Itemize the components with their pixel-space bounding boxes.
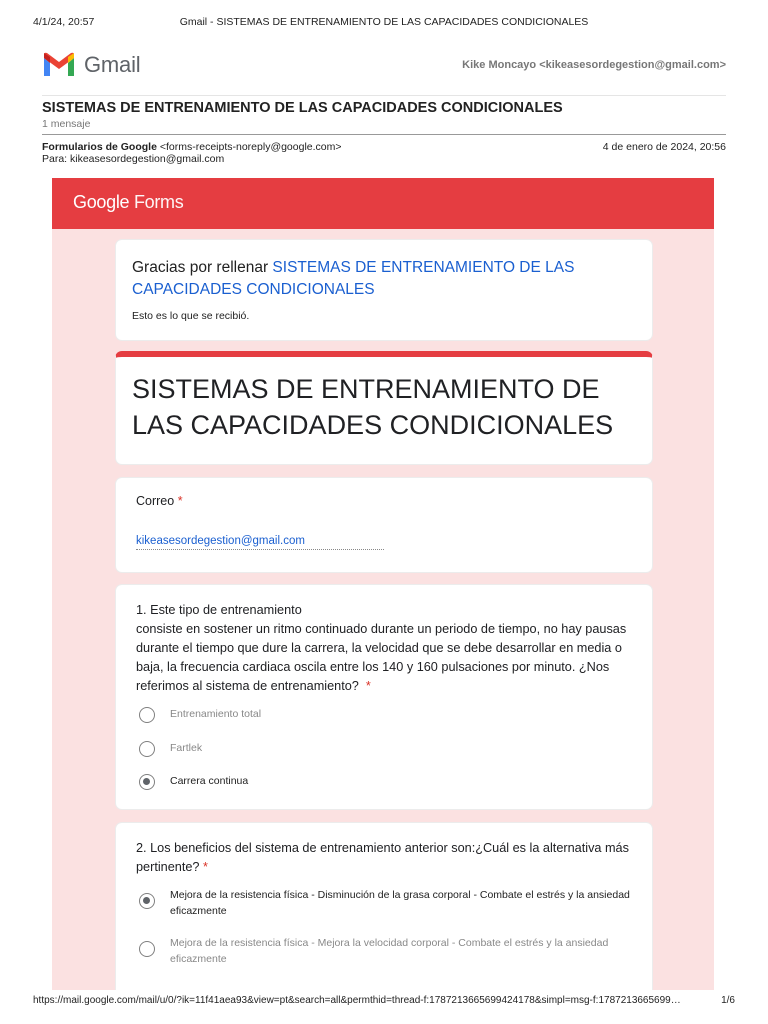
radio-group (136, 706, 632, 807)
option-label: Fartlek (170, 741, 203, 754)
option-label: Carrera continua (170, 775, 249, 787)
print-page-title: Gmail - SISTEMAS DE ENTRENAMIENTO DE LAS CAPACIDADES CONDICIONALES (179, 16, 589, 28)
radio-checked-icon[interactable] (139, 893, 155, 909)
google-forms-banner (52, 178, 714, 229)
radio-option[interactable] (136, 887, 632, 935)
email-question-label: Correo * (136, 494, 183, 508)
radio-option[interactable] (136, 773, 632, 807)
radio-option[interactable] (136, 706, 632, 740)
radio-unchecked-icon[interactable] (139, 707, 155, 723)
option-label: Entrenamiento total (170, 708, 262, 720)
email-answer[interactable]: kikeasesordegestion@gmail.com (136, 535, 384, 550)
question-text: 2. Los beneficios del sistema de entrenamiento anterior son:¿Cuál es la alternativa más pertinente? * (136, 841, 629, 874)
question-text: 1. Este tipo de entrenamiento consiste en sostener un ritmo continuado durante un periodo de tiempo, no hay pausas durante el tiempo que dure la carrera, la velocidad que se debe desarrollar en media o baja, la frecuencia cardiaca oscila entre los 140 y 160 pulsaciones por minuto. ¿Nos referimos al sistema de entrenamiento? * (136, 603, 627, 693)
required-mark: * (203, 860, 208, 874)
radio-group (136, 887, 632, 983)
thanks-message: Gracias por rellenar SISTEMAS DE ENTRENAMIENTO DE LAS CAPACIDADES CONDICIONALES (132, 259, 575, 298)
google-forms-logo: Google Forms (73, 192, 184, 212)
print-datetime: 4/1/24, 20:57 (33, 16, 95, 28)
account-label: Kike Moncayo <kikeasesordegestion@gmail.com> (462, 59, 726, 71)
question-card-1 (115, 584, 653, 810)
form-title: SISTEMAS DE ENTRENAMIENTO DE LAS CAPACIDADES CONDICIONALES (132, 374, 614, 440)
message-date: 4 de enero de 2024, 20:56 (602, 141, 726, 153)
divider (42, 95, 726, 96)
print-url: https://mail.google.com/mail/u/0/?ik=11f41aea93&view=pt&search=all&permthid=thread-f:1787213665699424178&simpl=msg-f:1787213665699… (33, 995, 681, 1006)
option-label: Mejora de la resistencia física - Disminución de la grasa corporal - Combate el estrés y la ansiedad eficazmente (170, 889, 630, 917)
form-title-card (115, 351, 653, 465)
thanks-card (115, 239, 653, 341)
divider (42, 134, 726, 135)
required-mark: * (177, 494, 183, 508)
radio-option[interactable] (136, 740, 632, 774)
gmail-header (42, 50, 726, 80)
gmail-m-icon (42, 52, 76, 78)
page-number: 1/6 (721, 995, 735, 1006)
required-mark: * (365, 679, 371, 693)
email-question-card (115, 477, 653, 573)
gmail-wordmark: Gmail (84, 52, 141, 77)
sender-name: Formularios de Google (42, 141, 157, 153)
sender-line (42, 141, 342, 153)
thread-subject: SISTEMAS DE ENTRENAMIENTO DE LAS CAPACIDADES CONDICIONALES (42, 100, 563, 116)
radio-unchecked-icon[interactable] (139, 741, 155, 757)
radio-option[interactable] (136, 935, 632, 983)
radio-unchecked-icon[interactable] (139, 941, 155, 957)
option-label: Mejora de la resistencia física - Mejora la velocidad corporal - Combate el estrés y la ansiedad eficazmente (170, 937, 609, 965)
sender-email: <forms-receipts-noreply@google.com> (159, 141, 342, 153)
thanks-subtitle: Esto es lo que se recibió. (132, 310, 250, 322)
gmail-logo[interactable] (42, 50, 140, 80)
print-header (33, 16, 735, 30)
radio-checked-icon[interactable] (139, 774, 155, 790)
form-link[interactable]: SISTEMAS DE ENTRENAMIENTO DE LAS CAPACIDADES CONDICIONALES (132, 259, 575, 298)
question-card-2 (115, 822, 653, 990)
recipient-line: Para: kikeasesordegestion@gmail.com (42, 153, 225, 165)
message-count: 1 mensaje (42, 118, 91, 130)
forms-email-body (52, 178, 714, 990)
